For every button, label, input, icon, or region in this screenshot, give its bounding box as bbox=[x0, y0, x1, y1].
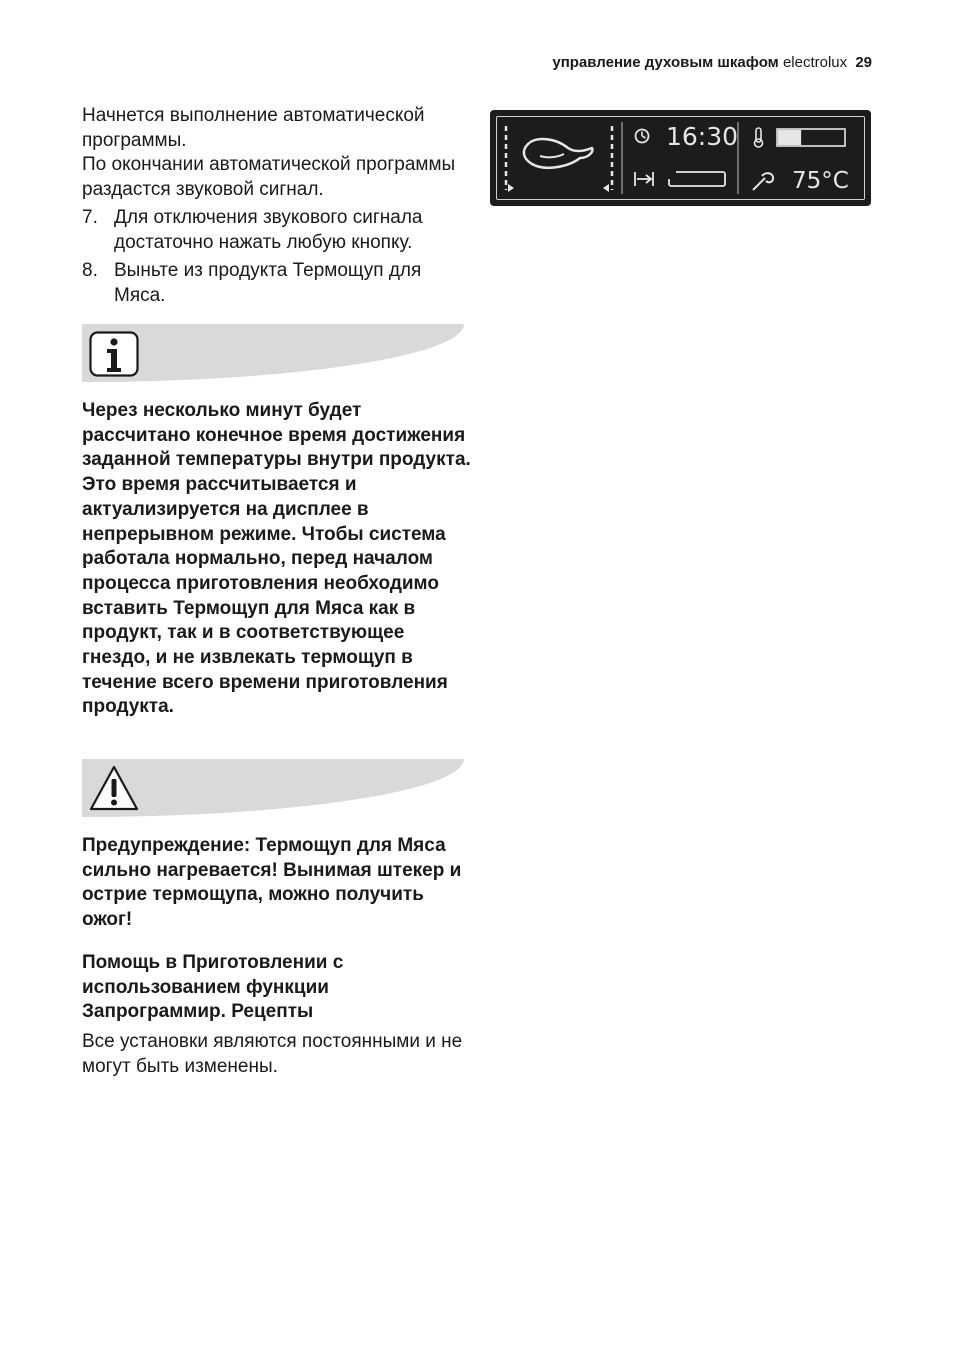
step-number: 8. bbox=[82, 260, 98, 281]
duration-bar-icon bbox=[669, 172, 725, 186]
header-brand: electrolux bbox=[782, 54, 848, 71]
info-note-block bbox=[82, 399, 472, 720]
step-text: Для отключения звукового сигнала достаточно нажать любую кнопку. bbox=[114, 207, 423, 253]
display-temperature: 75°C bbox=[792, 168, 849, 194]
thermometer-icon bbox=[755, 128, 763, 147]
heat-level-fill bbox=[778, 130, 801, 145]
end-time-icon bbox=[635, 172, 653, 186]
meat-icon bbox=[524, 139, 592, 168]
meat-probe-icon bbox=[753, 173, 773, 190]
display-graphics bbox=[490, 110, 871, 206]
warning-icon bbox=[88, 764, 140, 812]
list-item bbox=[82, 206, 472, 255]
oven-display bbox=[490, 110, 871, 206]
step-text: Выньте из продукта Термощуп для Мяса. bbox=[114, 260, 422, 306]
intro-paragraph-1: Начнется выполнение автоматической программы. bbox=[82, 105, 425, 151]
section-heading: Помощь в Приготовлении с использованием функции Запрограммир. Рецепты bbox=[82, 952, 344, 1023]
warning-note-block bbox=[82, 834, 472, 933]
header-section: управление духовым шкафом bbox=[552, 54, 779, 71]
section-body: Все установки являются постоянными и не могут быть изменены. bbox=[82, 1031, 463, 1077]
step-number: 7. bbox=[82, 207, 98, 228]
info-note-text: Через несколько минут будет рассчитано конечное время достижения заданной температуры внутри продукта. Это время рассчитывается и актуализируется на дисплее в непрерывном режиме. Чтобы система работала нормально, перед началом процесса приготовления необходимо вставить Термощуп для Мяса как в продукт, так и в соответствующее гнездо, и не извлекать термощуп в течение всего времени приготовления продукта. bbox=[82, 400, 471, 718]
page-number: 29 bbox=[855, 54, 872, 71]
page-header bbox=[552, 54, 872, 71]
intro-paragraph-2: По окончании автоматической программы раздастся звуковой сигнал. bbox=[82, 154, 456, 200]
display-time: 16:30 bbox=[666, 122, 739, 151]
info-note-bar bbox=[82, 324, 464, 382]
heat-level-bar bbox=[777, 129, 845, 146]
info-icon bbox=[89, 331, 139, 377]
warning-note-bar bbox=[82, 759, 464, 817]
clock-icon bbox=[636, 130, 649, 143]
recipes-section bbox=[82, 951, 472, 1079]
list-item bbox=[82, 259, 472, 308]
warning-note-text: Предупреждение: Термощуп для Мяса сильно нагревается! Вынимая штекер и острие термощупа, можно получить ожог! bbox=[82, 835, 462, 931]
intro-block bbox=[82, 104, 472, 308]
